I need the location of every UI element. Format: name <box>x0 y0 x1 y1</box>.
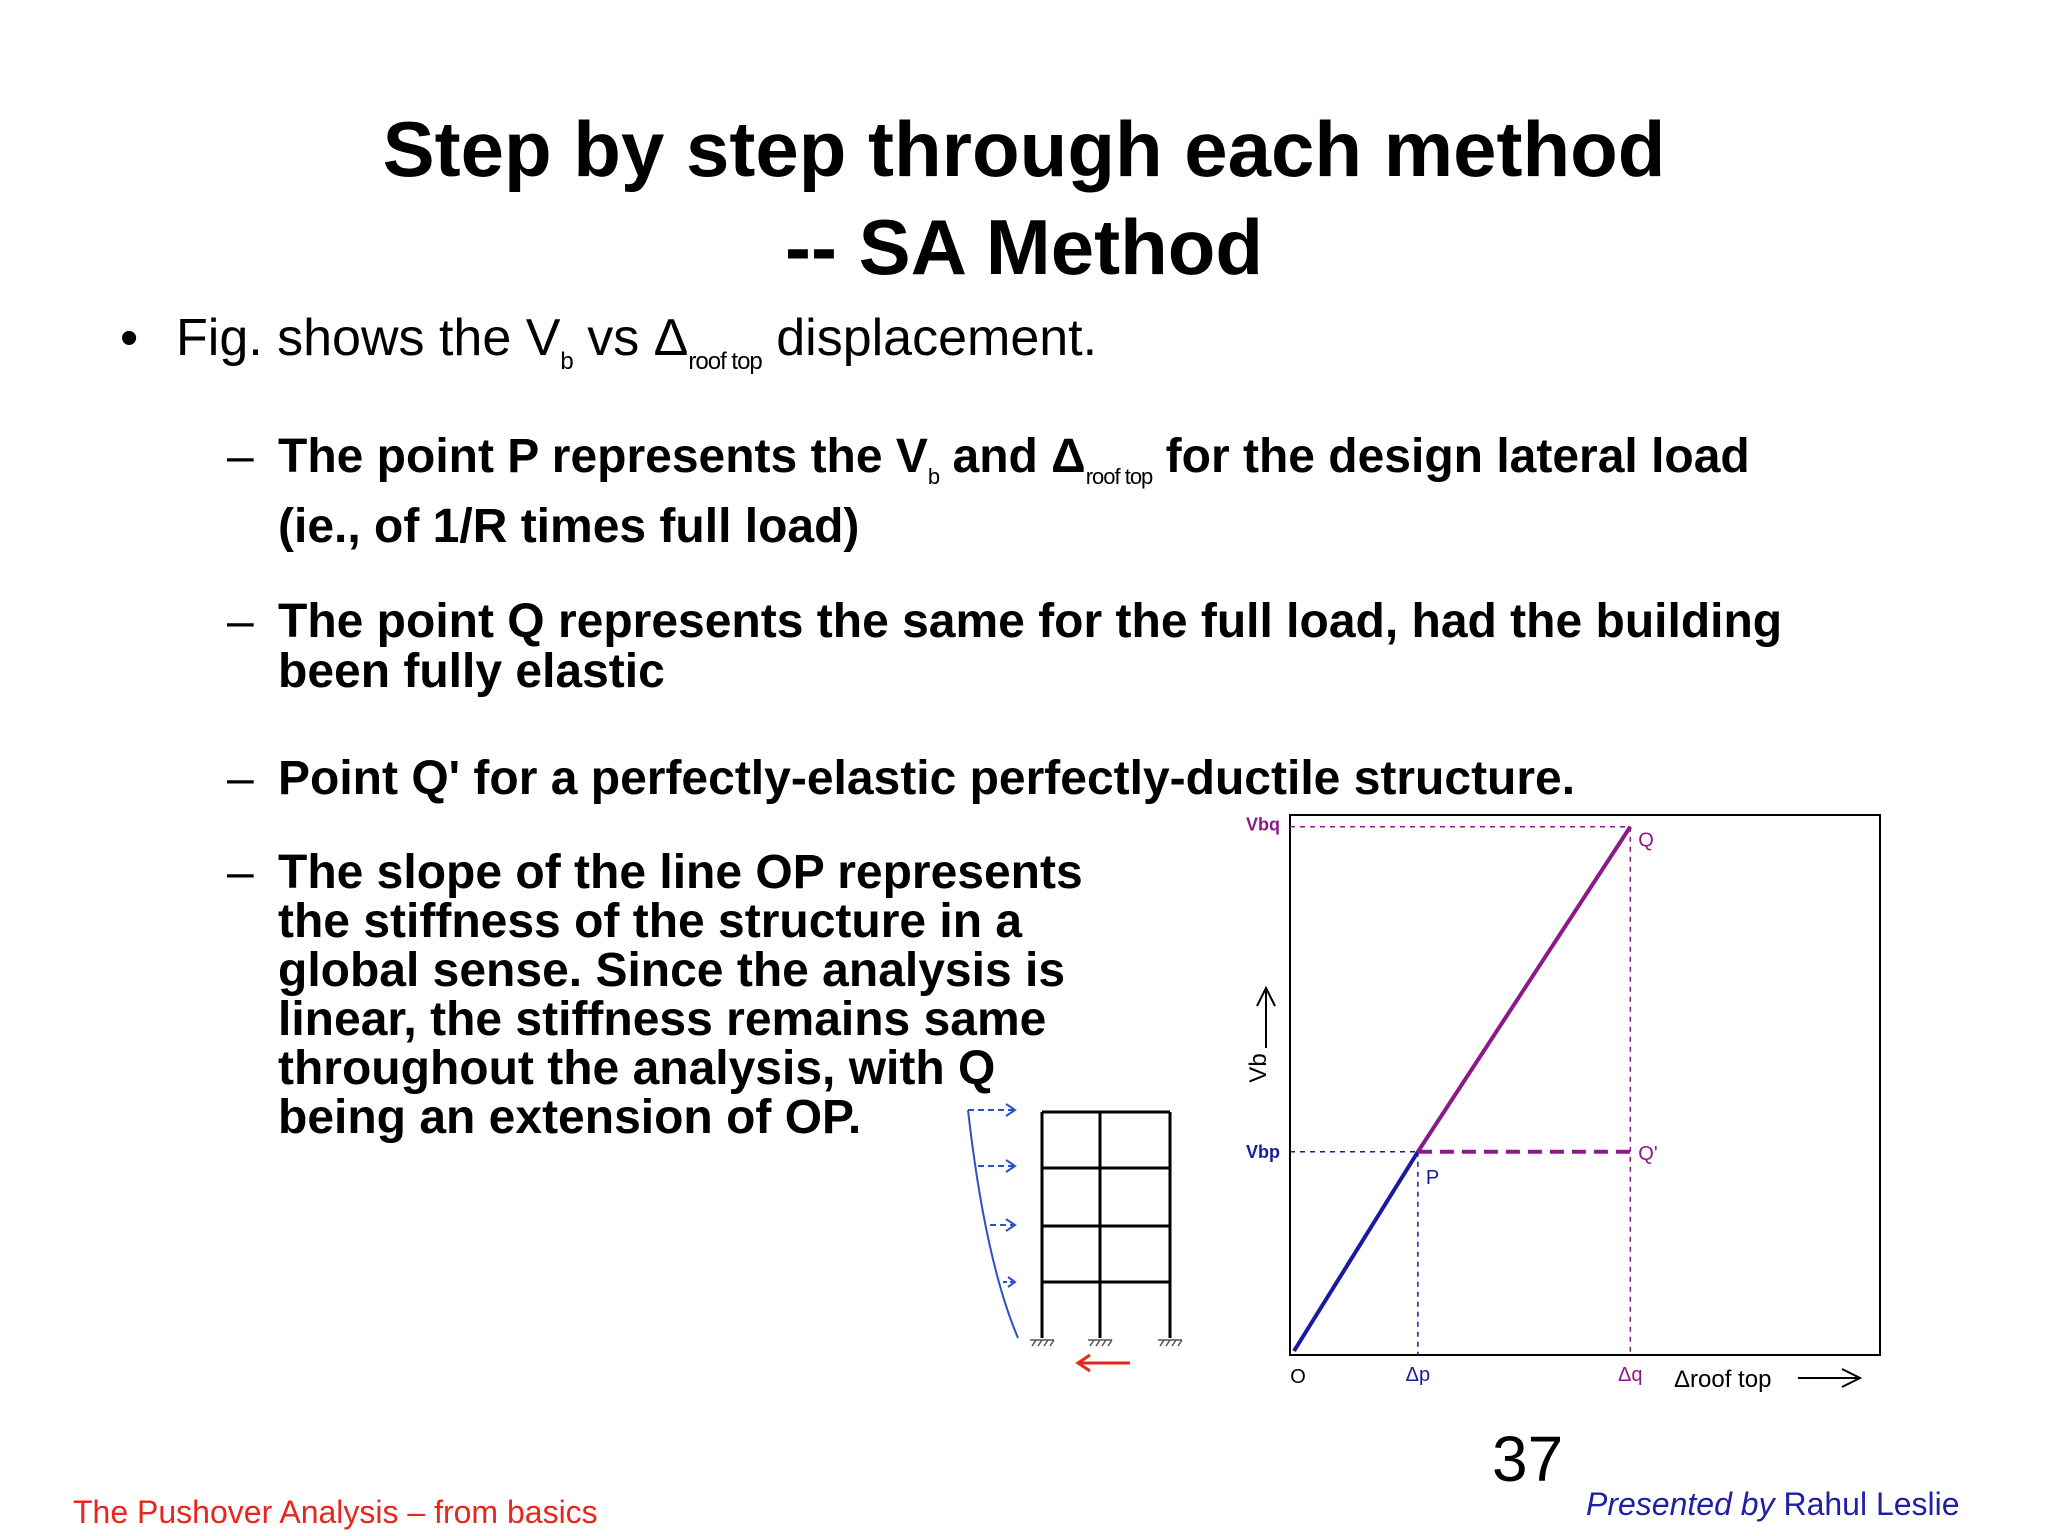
chart-labels <box>1245 815 1860 1393</box>
bullet-sub-roof-top: roof top <box>688 348 762 375</box>
title-line-2: -- SA Method <box>784 203 1264 291</box>
frame <box>1042 1112 1170 1338</box>
push-arrow-icon <box>1078 1355 1130 1371</box>
support-hatch <box>1032 1340 1182 1346</box>
point-label-p: P <box>1425 1166 1440 1189</box>
title-line-1: Step by step through each method <box>382 105 1666 193</box>
point-label-q-prime: Q' <box>1638 1142 1658 1165</box>
x-axis-arrow-head <box>1842 1369 1860 1387</box>
slope-line-1: The slope of the line OP represents <box>278 846 1083 899</box>
load-arrowhead <box>1008 1277 1015 1287</box>
push-arrow-head <box>1078 1355 1090 1371</box>
point-p-sub-roof-top: roof top <box>1085 464 1153 489</box>
slope-line-2: the stiffness of the structure in a <box>278 895 1023 948</box>
load-arrowhead <box>1006 1160 1015 1172</box>
bullet-marker: • <box>120 309 139 367</box>
frame-supports <box>1030 1340 1182 1346</box>
footer-presenter <box>1586 1486 1960 1523</box>
x-tick-o: O <box>1290 1366 1306 1388</box>
page-number: 37 <box>1492 1423 1564 1495</box>
x-tick-dp: Δp <box>1405 1364 1431 1386</box>
point-q-line-2: been fully elastic <box>278 645 665 698</box>
y-tick-vbq: Vbq <box>1246 814 1280 835</box>
point-p-line-2: (ie., of 1/R times full load) <box>278 500 860 553</box>
slope-line-3: global sense. Since the analysis is <box>278 944 1066 997</box>
load-profile-curve <box>968 1110 1018 1338</box>
dash-marker: – <box>227 846 254 899</box>
y-tick-vbp: Vbp <box>1246 1141 1280 1162</box>
slope-line-5: throughout the analysis, with Q <box>278 1042 996 1095</box>
x-tick-dq: Δq <box>1618 1364 1643 1386</box>
bullet-text-post: displacement. <box>761 309 1098 367</box>
footer-author: Rahul Leslie <box>1774 1486 1960 1522</box>
load-arrowhead <box>1006 1219 1015 1231</box>
dash-marker: – <box>227 752 254 805</box>
main-bullet <box>120 308 1097 376</box>
footer-presented-by: Presented by <box>1586 1486 1775 1522</box>
bullet-sub-b: b <box>560 348 573 375</box>
point-q-line-1: The point Q represents the same for the full load, had the building <box>278 595 1783 648</box>
chart-series <box>1294 827 1630 1351</box>
slide-title <box>0 100 2048 296</box>
point-q-prime-line-1: Point Q' for a perfectly-elastic perfectly-ductile structure. <box>278 752 1576 805</box>
point-p-pre: The point P represents the V <box>278 430 928 483</box>
y-axis-label: Vb <box>1245 1053 1272 1083</box>
point-label-q: Q <box>1638 829 1654 852</box>
y-axis-arrow-head <box>1257 988 1275 1006</box>
point-p-post: for the design lateral load <box>1152 430 1750 483</box>
bullet-text-pre: Fig. shows the V <box>176 309 561 367</box>
dash-marker: – <box>227 595 254 648</box>
chart-guide-lines <box>1290 827 1630 1355</box>
line-op <box>1294 1152 1418 1351</box>
dash-marker: – <box>227 430 254 483</box>
chart-frame <box>1290 815 1880 1355</box>
slope-line-6: being an extension of OP. <box>278 1091 862 1144</box>
point-p-mid: and Δ <box>939 430 1086 483</box>
point-p-sub-b: b <box>927 464 940 489</box>
footer-title: The Pushover Analysis – from basics <box>73 1494 598 1530</box>
slope-line-4: linear, the stiffness remains same <box>278 993 1047 1046</box>
bullet-text-mid: vs Δ <box>572 309 689 367</box>
line-pq <box>1418 827 1630 1152</box>
x-axis-label: Δroof top <box>1674 1366 1772 1393</box>
